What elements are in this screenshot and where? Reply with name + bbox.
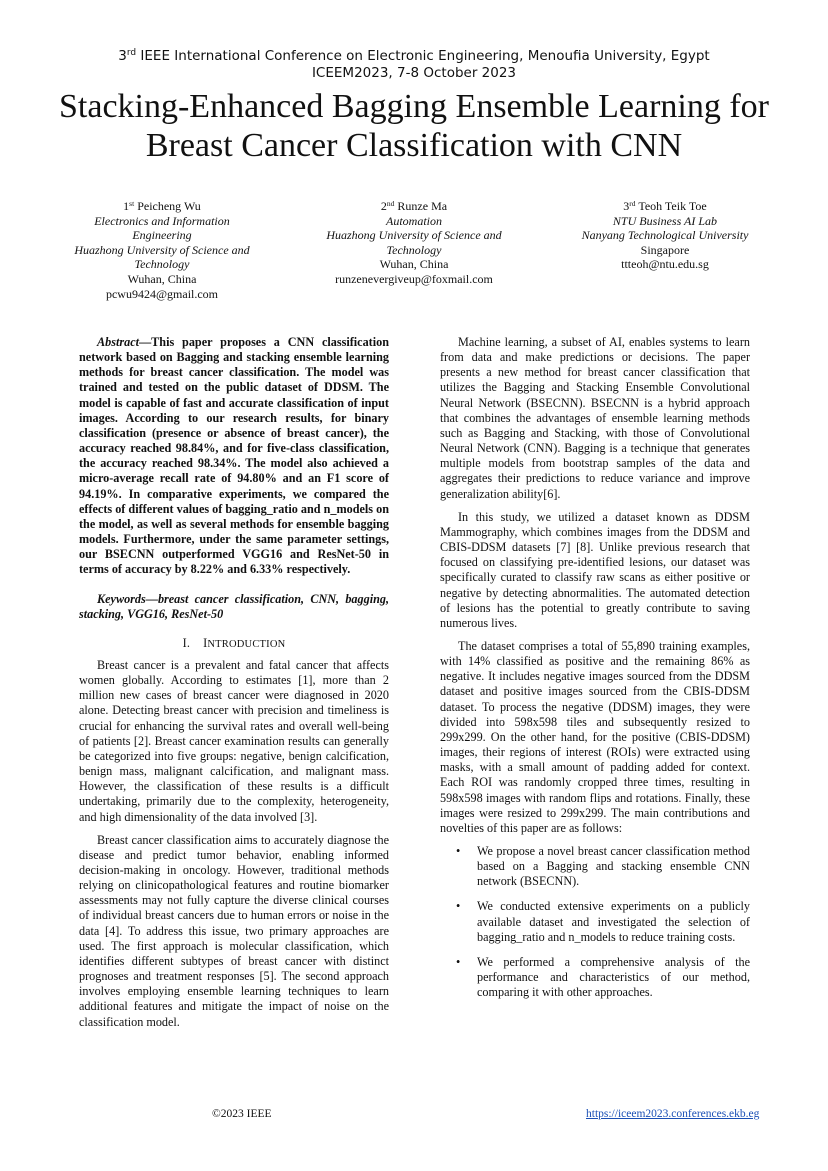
author-block-2 [309, 199, 519, 287]
abstract [79, 335, 389, 578]
author-name-text: Teoh Teik Toe [635, 199, 707, 213]
intro-paragraph-4: In this study, we utilized a dataset known as DDSM Mammography, which combines images from the DDSM and CBIS-DDSM datasets [7] [8]. Unlike previous research that focused on classifying pre-identified lesions, our dataset was specifically curated to classify raw scans as either positive or negative by detecting abnormalities. The automated detection of lesions has the potential to greatly contribute to saving numerous lives. [440, 509, 750, 630]
conference-ordinal: 3 [118, 48, 127, 64]
right-column [440, 335, 750, 1010]
author-order: 2 [380, 199, 387, 213]
title-line-2: Breast Cancer Classification with CNN [145, 127, 683, 164]
footer-copyright: ©2023 IEEE [212, 1108, 272, 1120]
author-order-suffix: nd [386, 199, 395, 208]
author-order: 1 [123, 199, 130, 213]
keywords-label: Keywords [97, 591, 146, 606]
left-column [79, 335, 389, 1038]
abstract-dash: — [138, 335, 152, 349]
author-organization-cont: Technology [386, 242, 442, 257]
contribution-item-1 [440, 844, 750, 889]
author-email[interactable]: runzenevergiveup@foxmail.com [335, 271, 493, 286]
section-title-rest: NTRODUCTION [207, 638, 286, 650]
author-department: Automation [386, 213, 442, 228]
footer-url-link[interactable]: https://iceem2023.conferences.ekb.eg [586, 1108, 760, 1120]
conference-header [0, 48, 828, 82]
author-order: 3 [623, 199, 630, 213]
intro-paragraph-2: Breast cancer classification aims to accurately diagnose the disease and predict tumor behavior, enabling informed decision-making in oncology. However, traditional methods relying on clinicopathological features and routine biomarker assessments may not fully capture the diverse clinical courses of individual breast cancers due to human errors or noise in the data [4]. To address this issue, two primary approaches are used. The first approach is molecular classification, which identifies different subtypes of breast cancer with distinct prognoses and treatment responses [5]. The second approach involves employing ensemble learning techniques to learn additional features and mitigate the impact of noise on the classification model. [79, 832, 389, 1029]
author-organization: Huazhong University of Science and [326, 228, 502, 243]
conference-line-2: ICEEM2023, 7-8 October 2023 [311, 65, 517, 81]
author-order-suffix: st [129, 199, 135, 208]
keywords-text: breast cancer classification, CNN, bagging, stacking, VGG16, ResNet-50 [79, 591, 389, 621]
contributions-list [440, 844, 750, 1000]
section-number: I. [182, 635, 191, 650]
author-name [309, 199, 519, 214]
author-location: Wuhan, China [127, 271, 197, 286]
intro-paragraph-3: Machine learning, a subset of AI, enables systems to learn from data and make predictions or decisions. The paper presents a new method for breast cancer classification that utilizes the Bagging and Stacking Ensemble Convolutional Neural Network (BSECNN). BSECNN is a hybrid approach that combines the advantages of ensemble learning methods such as Bagging and Stacking, with those of Convolutional Neural Network (CNN). Bagging is a technique that generates multiple models from bootstrap samples of the data and aggregates their predictions to reduce variance and improve generalization ability[6]. [440, 335, 750, 501]
author-department: Electronics and Information [94, 213, 230, 228]
author-name [57, 199, 267, 214]
author-name-text: Peicheng Wu [134, 199, 201, 213]
author-block-1 [57, 199, 267, 301]
conference-name: IEEE International Conference on Electronic Engineering, Menoufia University, Egypt [136, 48, 710, 64]
author-order-suffix: rd [629, 199, 636, 208]
abstract-label: Abstract [97, 335, 139, 349]
conference-ordinal-suffix: rd [126, 48, 137, 58]
author-location: Wuhan, China [379, 257, 449, 272]
contribution-text: We performed a comprehensive analysis of the performance and characteristics of our method, comparing it with other approaches. [477, 954, 750, 1000]
contribution-text: We conducted extensive experiments on a publicly available dataset and investigated the selection of bagging_ratio and n_models to reduce training costs. [477, 899, 750, 944]
author-name [560, 199, 770, 214]
contribution-item-3 [440, 955, 750, 1000]
section-heading-introduction [79, 636, 389, 652]
section-title-initial: I [203, 635, 208, 650]
keywords-dash: — [145, 591, 158, 606]
author-department-cont: Engineering [132, 228, 192, 243]
title-line-1: Stacking-Enhanced Bagging Ensemble Learning for [59, 88, 769, 125]
bullet-icon: • [456, 844, 461, 858]
bullet-icon: • [456, 899, 461, 914]
bullet-icon: • [456, 954, 461, 969]
paper-title [30, 87, 798, 165]
author-organization-cont: Technology [134, 257, 190, 272]
abstract-text: This paper proposes a CNN classification network based on Bagging and stacking ensemble learning methods for breast cancer classification. The model was trained and tested on the public dataset of DDSM. The model is capable of fast and accurate classification of input images. According to our research results, for binary classification (presence or absence of breast cancer), the accuracy reached 98.84%, and for five-class classification, the accuracy reached 98.34%. The model also achieved a micro-average recall rate of 94.80% and an F1 score of 94.19%. In comparative experiments, we compared the effects of different values of bagging_ratio and n_models on the model, as well as several methods for ensemble bagging models. Furthermore, under the same parameter settings, our BSECNN outperformed VGG16 and ResNet-50 in terms of accuracy by 8.22% and 6.33% respectively. [79, 335, 389, 577]
contribution-item-2 [440, 899, 750, 944]
intro-paragraph-1: Breast cancer is a prevalent and fatal cancer that affects women globally. According to estimates [1], more than 2 million new cases of breast cancer were diagnosed in 2020 alone. Detecting breast cancer with precision and timeliness is crucial for enhancing the survival rates and overall well-being of patients [2]. Breast cancer examination results can generally be categorized into five groups: negative, benign calcification, benign mass, malignant calcification, and malignant mass. However, the classification of these results is a difficult undertaking, primarily due to the complexity, heterogeneity, and high dimensionality of the data involved [3]. [79, 657, 389, 824]
author-block-3 [560, 199, 770, 272]
author-email[interactable]: ttteoh@ntu.edu.sg [621, 257, 709, 272]
author-email[interactable]: pcwu9424@gmail.com [105, 286, 219, 301]
author-organization: Huazhong University of Science and [74, 242, 250, 257]
author-organization: Nanyang Technological University [581, 228, 749, 243]
author-location: Singapore [640, 242, 690, 257]
keywords [79, 592, 389, 622]
author-department: NTU Business AI Lab [612, 213, 718, 228]
intro-paragraph-5: The dataset comprises a total of 55,890 training examples, with 14% classified as positive and the remaining 86% as negative. It includes negative images sourced from the DDSM dataset and positive images sourced from the CBIS-DDSM dataset. To process the negative (DDSM) images, they were divided into 598x598 tiles and subsequently resized to 299x299. On the other hand, for the positive (CBIS-DDSM) images, their regions of interest (ROIs) were extracted using masks, with a small amount of padding added for context. Each ROI was randomly cropped three times, resulting in 598x598 images with random flips and rotations. Finally, these images were resized to 299x299. The main contributions and novelties of this paper are as follows: [440, 638, 750, 835]
conference-line-1 [0, 48, 828, 65]
contribution-text: We propose a novel breast cancer classification method based on a Bagging and stacking ensemble CNN network (BSECNN). [477, 844, 750, 889]
author-name-text: Runze Ma [394, 199, 448, 213]
